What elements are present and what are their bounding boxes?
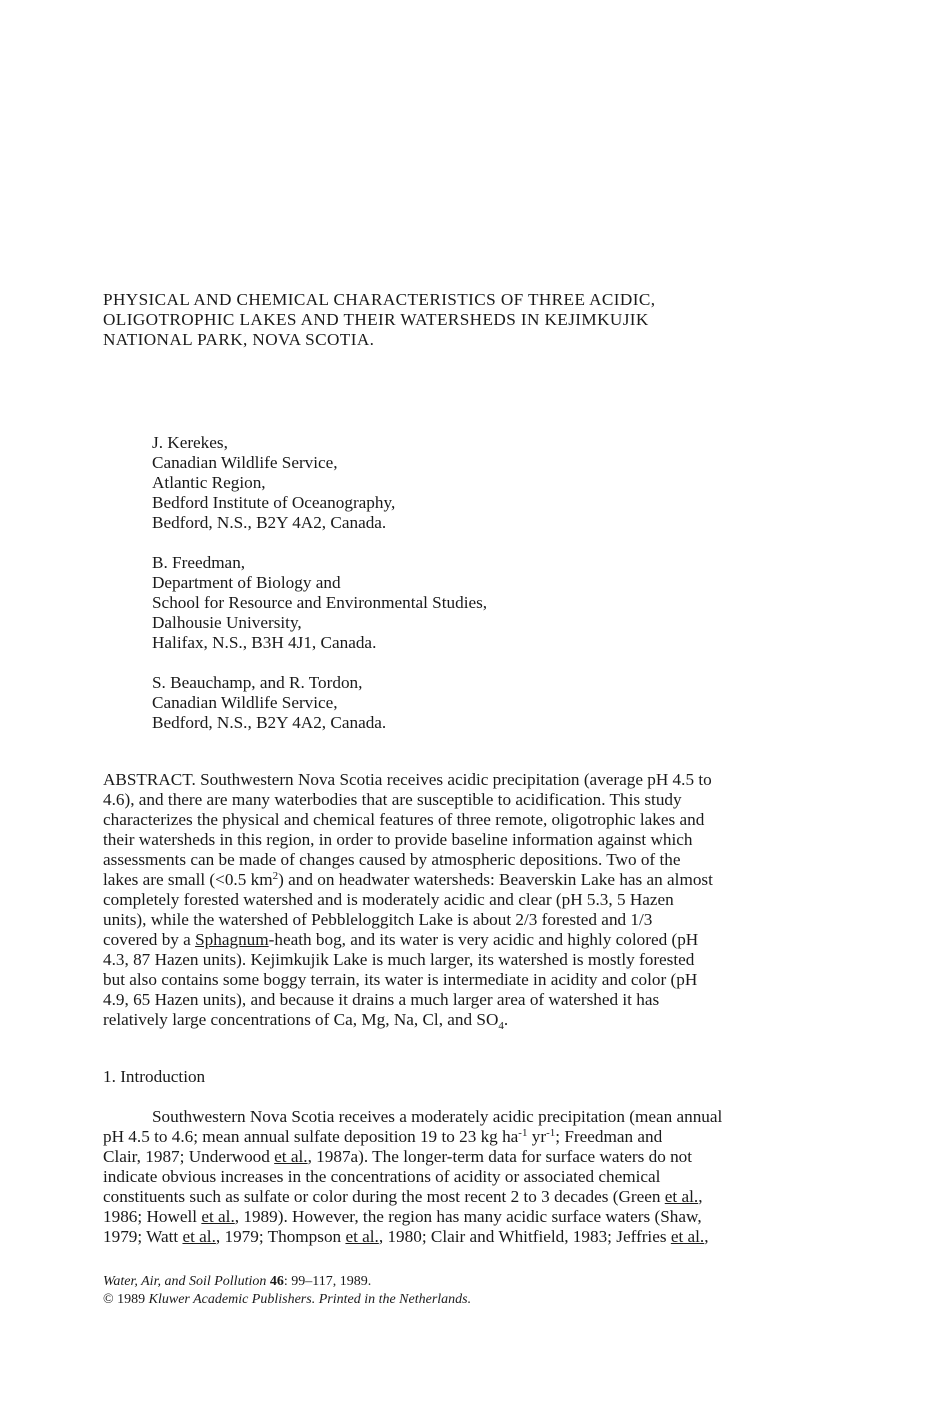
intro-line: Southwestern Nova Scotia receives a moderately acidic precipitation (mean annual [152, 1107, 723, 1126]
introduction-body [103, 1107, 848, 1247]
intro-line [103, 1127, 848, 1147]
intro-line: indicate obvious increases in the concentrations of acidity or associated chemical [103, 1167, 661, 1186]
title-line: NATIONAL PARK, NOVA SCOTIA. [103, 330, 375, 349]
journal-pages: : 99–117, 1989. [283, 1274, 372, 1289]
author-line: B. Freedman, [152, 553, 246, 572]
intro-line [103, 1227, 848, 1247]
et-al: et al. [201, 1207, 235, 1226]
et-al: et al. [664, 1187, 699, 1206]
abstract-line [103, 930, 848, 950]
author-line: School for Resource and Environmental Studies, [152, 593, 488, 612]
journal-volume: 46 [269, 1274, 284, 1289]
abstract-line [103, 1010, 848, 1030]
abstract-line: but also contains some boggy terrain, its water is intermediate in acidity and color (pH [103, 970, 698, 989]
et-al: et al. [274, 1147, 308, 1166]
publisher: Kluwer Academic Publishers. Printed in the Netherlands. [145, 1292, 472, 1307]
author-line: Dalhousie University, [152, 613, 302, 632]
text-run: pH 4.5 to 4.6; mean annual sulfate deposition 19 to 23 kg ha [103, 1127, 519, 1146]
author-line: Halifax, N.S., B3H 4J1, Canada. [152, 633, 377, 652]
superscript: 2 [272, 870, 279, 882]
abstract-line: characterizes the physical and chemical features of three remote, oligotrophic lakes and [103, 810, 705, 829]
text-run: lakes are small (<0.5 km [103, 870, 273, 889]
text-run: . [503, 1010, 509, 1029]
superscript: -1 [546, 1127, 556, 1139]
subscript: 4 [498, 1020, 504, 1032]
text-run: constituents such as sulfate or color during the most recent 2 to 3 decades (Green [103, 1187, 665, 1206]
text-run: 1986; Howell [103, 1207, 202, 1226]
abstract-line [103, 870, 848, 890]
text-run: 1979; Watt [103, 1227, 183, 1246]
text-run: covered by a [103, 930, 196, 949]
author-line: Atlantic Region, [152, 473, 266, 492]
author-affiliation-kerekes [152, 433, 752, 533]
abstract-line: completely forested watershed and is moderately acidic and clear (pH 5.3, 5 Hazen [103, 890, 674, 909]
journal-name: Water, Air, and Soil Pollution [103, 1274, 267, 1289]
text-run: , 1989). However, the region has many acidic surface waters (Shaw, [234, 1207, 702, 1226]
abstract-line: assessments can be made of changes caused by atmospheric depositions. Two of the [103, 850, 681, 869]
text-run: , 1987a). The longer-term data for surface waters do not [307, 1147, 693, 1166]
abstract-line: their watersheds in this region, in order to provide baseline information against which [103, 830, 693, 849]
author-affiliation-freedman [152, 553, 752, 653]
author-line: Department of Biology and [152, 573, 341, 592]
text-run: ; Freedman and [555, 1127, 663, 1146]
citation-footer [103, 1273, 471, 1309]
text-run: , 1980; Clair and Whitfield, 1983; Jeffries [378, 1227, 671, 1246]
superscript: -1 [518, 1127, 528, 1139]
text-run: , 1979; Thompson [215, 1227, 346, 1246]
abstract-line: 4.3, 87 Hazen units). Kejimkujik Lake is much larger, its watershed is mostly forested [103, 950, 695, 969]
author-affiliation-beauchamp-tordon [152, 673, 752, 733]
abstract-line: units), while the watershed of Pebbleloggitch Lake is about 2/3 forested and 1/3 [103, 910, 653, 929]
author-line: Bedford, N.S., B2Y 4A2, Canada. [152, 513, 387, 532]
text-run: , [698, 1187, 703, 1206]
abstract-line: 4.6), and there are many waterbodies that are susceptible to acidification. This study [103, 790, 682, 809]
author-line: J. Kerekes, [152, 433, 228, 452]
title-line: OLIGOTROPHIC LAKES AND THEIR WATERSHEDS IN KEJIMKUJIK [103, 310, 649, 329]
abstract-line: ABSTRACT. Southwestern Nova Scotia receives acidic precipitation (average pH 4.5 to [103, 770, 712, 789]
et-al: et al. [345, 1227, 379, 1246]
author-line: Bedford, N.S., B2Y 4A2, Canada. [152, 713, 387, 732]
et-al: et al. [670, 1227, 705, 1246]
copyright-year: © 1989 [103, 1292, 146, 1307]
text-run: -heath bog, and its water is very acidic and highly colored (pH [268, 930, 699, 949]
abstract-line: 4.9, 65 Hazen units), and because it drains a much larger area of watershed it has [103, 990, 660, 1009]
text-run: ) and on headwater watersheds: Beaverskin Lake has an almost [278, 870, 713, 889]
title-line: PHYSICAL AND CHEMICAL CHARACTERISTICS OF THREE ACIDIC, [103, 290, 656, 309]
author-line: Bedford Institute of Oceanography, [152, 493, 396, 512]
author-line: S. Beauchamp, and R. Tordon, [152, 673, 363, 692]
et-al: et al. [182, 1227, 216, 1246]
text-run: , [704, 1227, 709, 1246]
section-heading: 1. Introduction [103, 1067, 206, 1086]
intro-line [103, 1147, 848, 1167]
author-line: Canadian Wildlife Service, [152, 693, 338, 712]
text-run: yr [527, 1127, 547, 1146]
intro-line [103, 1207, 848, 1227]
author-line: Canadian Wildlife Service, [152, 453, 338, 472]
genus-name: Sphagnum [195, 930, 269, 949]
journal-citation [103, 1273, 471, 1291]
copyright-line [103, 1291, 471, 1309]
text-run: relatively large concentrations of Ca, Mg, Na, Cl, and SO [103, 1010, 499, 1029]
text-run: Clair, 1987; Underwood [103, 1147, 275, 1166]
abstract [103, 770, 848, 1030]
paper-title [103, 290, 848, 350]
intro-line [103, 1187, 848, 1207]
